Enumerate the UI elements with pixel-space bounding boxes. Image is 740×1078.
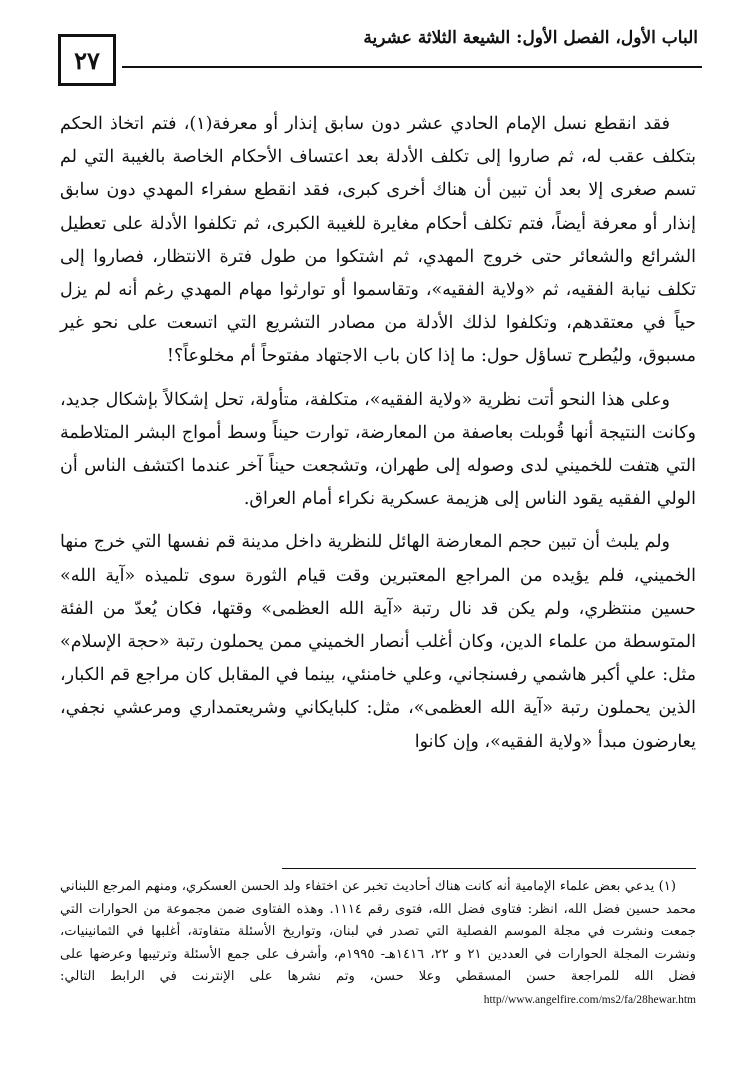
- page-number-box: [58, 34, 116, 86]
- header-rule: [122, 66, 702, 68]
- footnote: [60, 876, 696, 1011]
- footnote-url: http//www.angelfire.com/ms2/fa/28hewar.htm: [483, 993, 696, 1006]
- page-header: [58, 22, 702, 82]
- footnote-paragraph: [60, 876, 696, 1011]
- paragraph: وعلى هذا النحو أتت نظرية «ولاية الفقيه»، متكلفة، متأولة، تحل إشكالاً بإشكال جديد، وكانت النتيجة أنها قُوبلت بعاصفة من المعارضة، توارت حيناً وسط أمواج البشر المتلاطمة التي هتفت للخميني لدى وصوله إلى طهران، وتشجعت حيناً آخر عندما اكتشف الناس أن الولي الفقيه يقود الناس إلى هزيمة عسكرية نكراء أمام العراق.: [60, 389, 696, 510]
- running-title: الباب الأول، الفصل الأول: الشيعة الثلاثة عشرية: [363, 28, 698, 48]
- main-text: [60, 108, 696, 765]
- paragraph: فقد انقطع نسل الإمام الحادي عشر دون سابق إنذار أو معرفة(١)، فتم اتخاذ الحكم بتكلف عقب له، ثم صاروا إلى تكلف الأدلة بعد اعتساف الأحكام الخاصة بالغيبة التي لم تسم صغرى إلا بعد أن تبين أن هناك أخرى كبرى، فقد انقطع سفراء المهدي دون سابق إنذار أو معرفة أيضاً، فتم تكلف أحكام مغايرة للغيبة الكبرى، ثم تكلفوا الأدلة على تعطيل الشرائع والشعائر حتى خروج المهدي، ثم اشتكوا من طول فترة الانتظار، فصاروا إلى تكلف نيابة الفقيه، ثم «ولاية الفقيه»، وتقاسموا أو توارثوا مهام المهدي رغم أنه لم يزل حياً في معتقدهم، وتكلفوا لذلك الأدلة من مصادر التشريع التي اتسعت على نحو غير مسبوق، وليُطرح تساؤل حول: ما إذا كان باب الاجتهاد مفتوحاً أم مخلوعاً؟!: [60, 114, 696, 367]
- footnote-separator: [282, 868, 696, 869]
- page-number: ٢٧: [74, 45, 100, 75]
- paragraph: ولم يلبث أن تبين حجم المعارضة الهائل للنظرية داخل مدينة قم نفسها التي خرج منها الخميني، فلم يؤيده من المراجع المعتبرين وقت قيام الثورة سوى تلميذه «آية الله» حسين منتظري، ولم يكن قد نال رتبة «آية الله العظمى» وقتها، فكان يُعدّ من الفئة المتوسطة من علماء الدين، وكان أغلب أنصار الخميني ممن يحملون رتبة «حجة الإسلام» مثل: علي أكبر هاشمي رفسنجاني، وعلي خامنئي، بينما في المقابل كان مراجع قم الكبار، الذين يحملون رتبة «آية الله العظمى»، مثل: كلبايكاني وشريعتمداري ومرعشي نجفي، يعارضون مبدأ «ولاية الفقيه»، وإن كانوا: [60, 532, 696, 752]
- footnote-text: (١) يدعي بعض علماء الإمامية أنه كانت هناك أحاديث تخبر عن اختفاء ولد الحسن العسكري، ومنهم المرجع اللبناني محمد حسين فضل الله، انظر: فتاوى فضل الله، فتوى رقم ١١١٤. وهذه الفتاوى ضمن مجموعة من الحوارات التي جمعت ونشرت في مجلة الموسم الفصلية التي تصدر في لبنان، وتواريخ الأسئلة متفاوتة، أغلبها في الثمانينيات، ونشرت المجلة الحوارات في العددين ٢١ و ٢٢، ١٤١٦هـ- ١٩٩٥م، وأشرف على جمع الأسئلة وترتيبها وعرضها على فضل الله للمراجعة حسن المسقطي وعلا حسن، وتم نشرها على الإنترنت في الرابط التالي:: [60, 879, 697, 984]
